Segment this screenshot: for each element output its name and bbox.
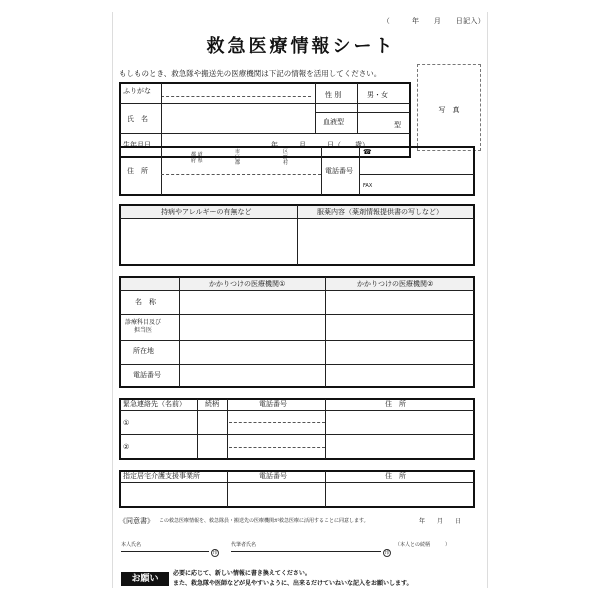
request-line-2: また、救急隊や医師などが見やすいように、出来るだけていねいな記入をお願いします。	[173, 580, 413, 587]
city-label: 市 区 郡	[235, 149, 241, 166]
row-divider	[120, 314, 474, 315]
request-line-1: 必要に応じて、新しい情報に書き換えてください。	[173, 570, 311, 577]
row-divider	[120, 482, 474, 483]
seal-icon: 印	[212, 550, 218, 556]
prefecture-label: 都 道 府 県	[191, 152, 203, 164]
sheet-title: 救急医療情報シート	[206, 36, 396, 57]
town-label: 区 町 村	[283, 149, 289, 166]
address-label: 住 所	[127, 167, 148, 175]
col-divider	[325, 277, 326, 387]
col-divider	[321, 147, 322, 195]
request-badge: お願い	[121, 572, 169, 586]
blood-type-label: 血液型	[323, 118, 344, 126]
clinics-box	[119, 276, 475, 388]
furigana-guide	[161, 96, 311, 97]
relation-label: （本人との続柄 ）	[395, 542, 451, 548]
medication-heading: 服薬内容（薬剤情報提供書の写しなど）	[317, 208, 443, 216]
emergency-phone-heading: 電話番号	[259, 400, 287, 408]
col-divider	[325, 471, 326, 507]
col-divider	[357, 83, 358, 133]
row-divider	[120, 410, 474, 411]
care-address-heading: 住 所	[385, 472, 406, 480]
emergency-row-2: ②	[123, 443, 130, 451]
proxy-label: 代筆者氏名	[231, 542, 257, 548]
clinic-row-department: 診療科目及び 担当医	[125, 319, 162, 334]
photo-box[interactable]	[417, 64, 481, 151]
consent-label: 《同意書》	[119, 517, 154, 525]
care-phone-heading: 電話番号	[259, 472, 287, 480]
emergency-row-1: ①	[123, 419, 130, 427]
birth-fields[interactable]: 年 月 日（ 歳）	[271, 141, 369, 149]
clinic-1-heading: かかりつけの医療機関①	[209, 280, 286, 288]
row-divider	[120, 340, 474, 341]
signature-line	[121, 551, 209, 552]
col-divider	[161, 147, 162, 195]
furigana-label: ふりがな	[123, 87, 151, 95]
address-guide	[161, 174, 321, 175]
row-divider	[120, 434, 474, 435]
emergency-name-heading: 緊急連絡先（名前）	[123, 400, 186, 408]
photo-label: 写 真	[438, 106, 460, 114]
phone-guide	[229, 422, 325, 423]
col-divider	[315, 83, 316, 133]
intro-text: もしものとき、救急隊や搬送先の医療機関は下記の情報を活用してください。	[119, 69, 382, 78]
emergency-relation-heading: 続柄	[205, 400, 219, 408]
col-divider	[197, 399, 198, 459]
entry-date-line: （ 年 月 日記入）	[382, 17, 485, 25]
conditions-heading: 持病やアレルギーの有無など	[161, 208, 252, 216]
consent-date[interactable]: 年 月 日	[419, 518, 462, 525]
col-divider	[179, 277, 180, 387]
seal-mark-1	[211, 541, 219, 557]
col-divider	[227, 399, 228, 459]
blood-type-unit: 型	[394, 121, 401, 129]
row-divider	[120, 133, 410, 134]
address-box	[119, 146, 475, 196]
phone-guide	[229, 447, 325, 448]
col-divider	[227, 471, 228, 507]
clinic-2-heading: かかりつけの医療機関②	[357, 280, 434, 288]
seal-icon: 印	[384, 550, 390, 556]
name-label: 氏 名	[127, 115, 148, 123]
phone-label: 電話番号	[325, 167, 353, 175]
clinic-row-location: 所在地	[133, 347, 154, 355]
col-divider	[359, 147, 360, 195]
birth-label: 生年月日	[123, 141, 151, 149]
row-divider	[120, 364, 474, 365]
row-divider	[316, 112, 410, 113]
col-divider	[325, 399, 326, 459]
clinic-row-phone: 電話番号	[133, 371, 161, 379]
proxy-line	[231, 551, 381, 552]
clinic-row-name: 名 称	[135, 298, 156, 306]
col-divider	[297, 205, 298, 265]
fax-label: FAX	[363, 183, 373, 189]
medical-info-sheet	[112, 12, 488, 588]
care-office-heading: 指定居宅介護支援事業所	[123, 472, 200, 480]
phone-icon: ☎	[363, 148, 372, 156]
seal-mark-2	[383, 541, 391, 557]
row-divider	[120, 103, 410, 104]
consent-text: この救急医療情報を、救急隊員・搬送先の医療機関が救急医療に活用することに同意します。	[159, 518, 369, 524]
signer-label: 本人氏名	[121, 542, 142, 548]
row-divider	[120, 290, 474, 291]
gender-options[interactable]: 男・女	[367, 91, 388, 99]
gender-label: 性 別	[325, 91, 342, 99]
emergency-address-heading: 住 所	[385, 400, 406, 408]
row-divider	[360, 174, 474, 175]
